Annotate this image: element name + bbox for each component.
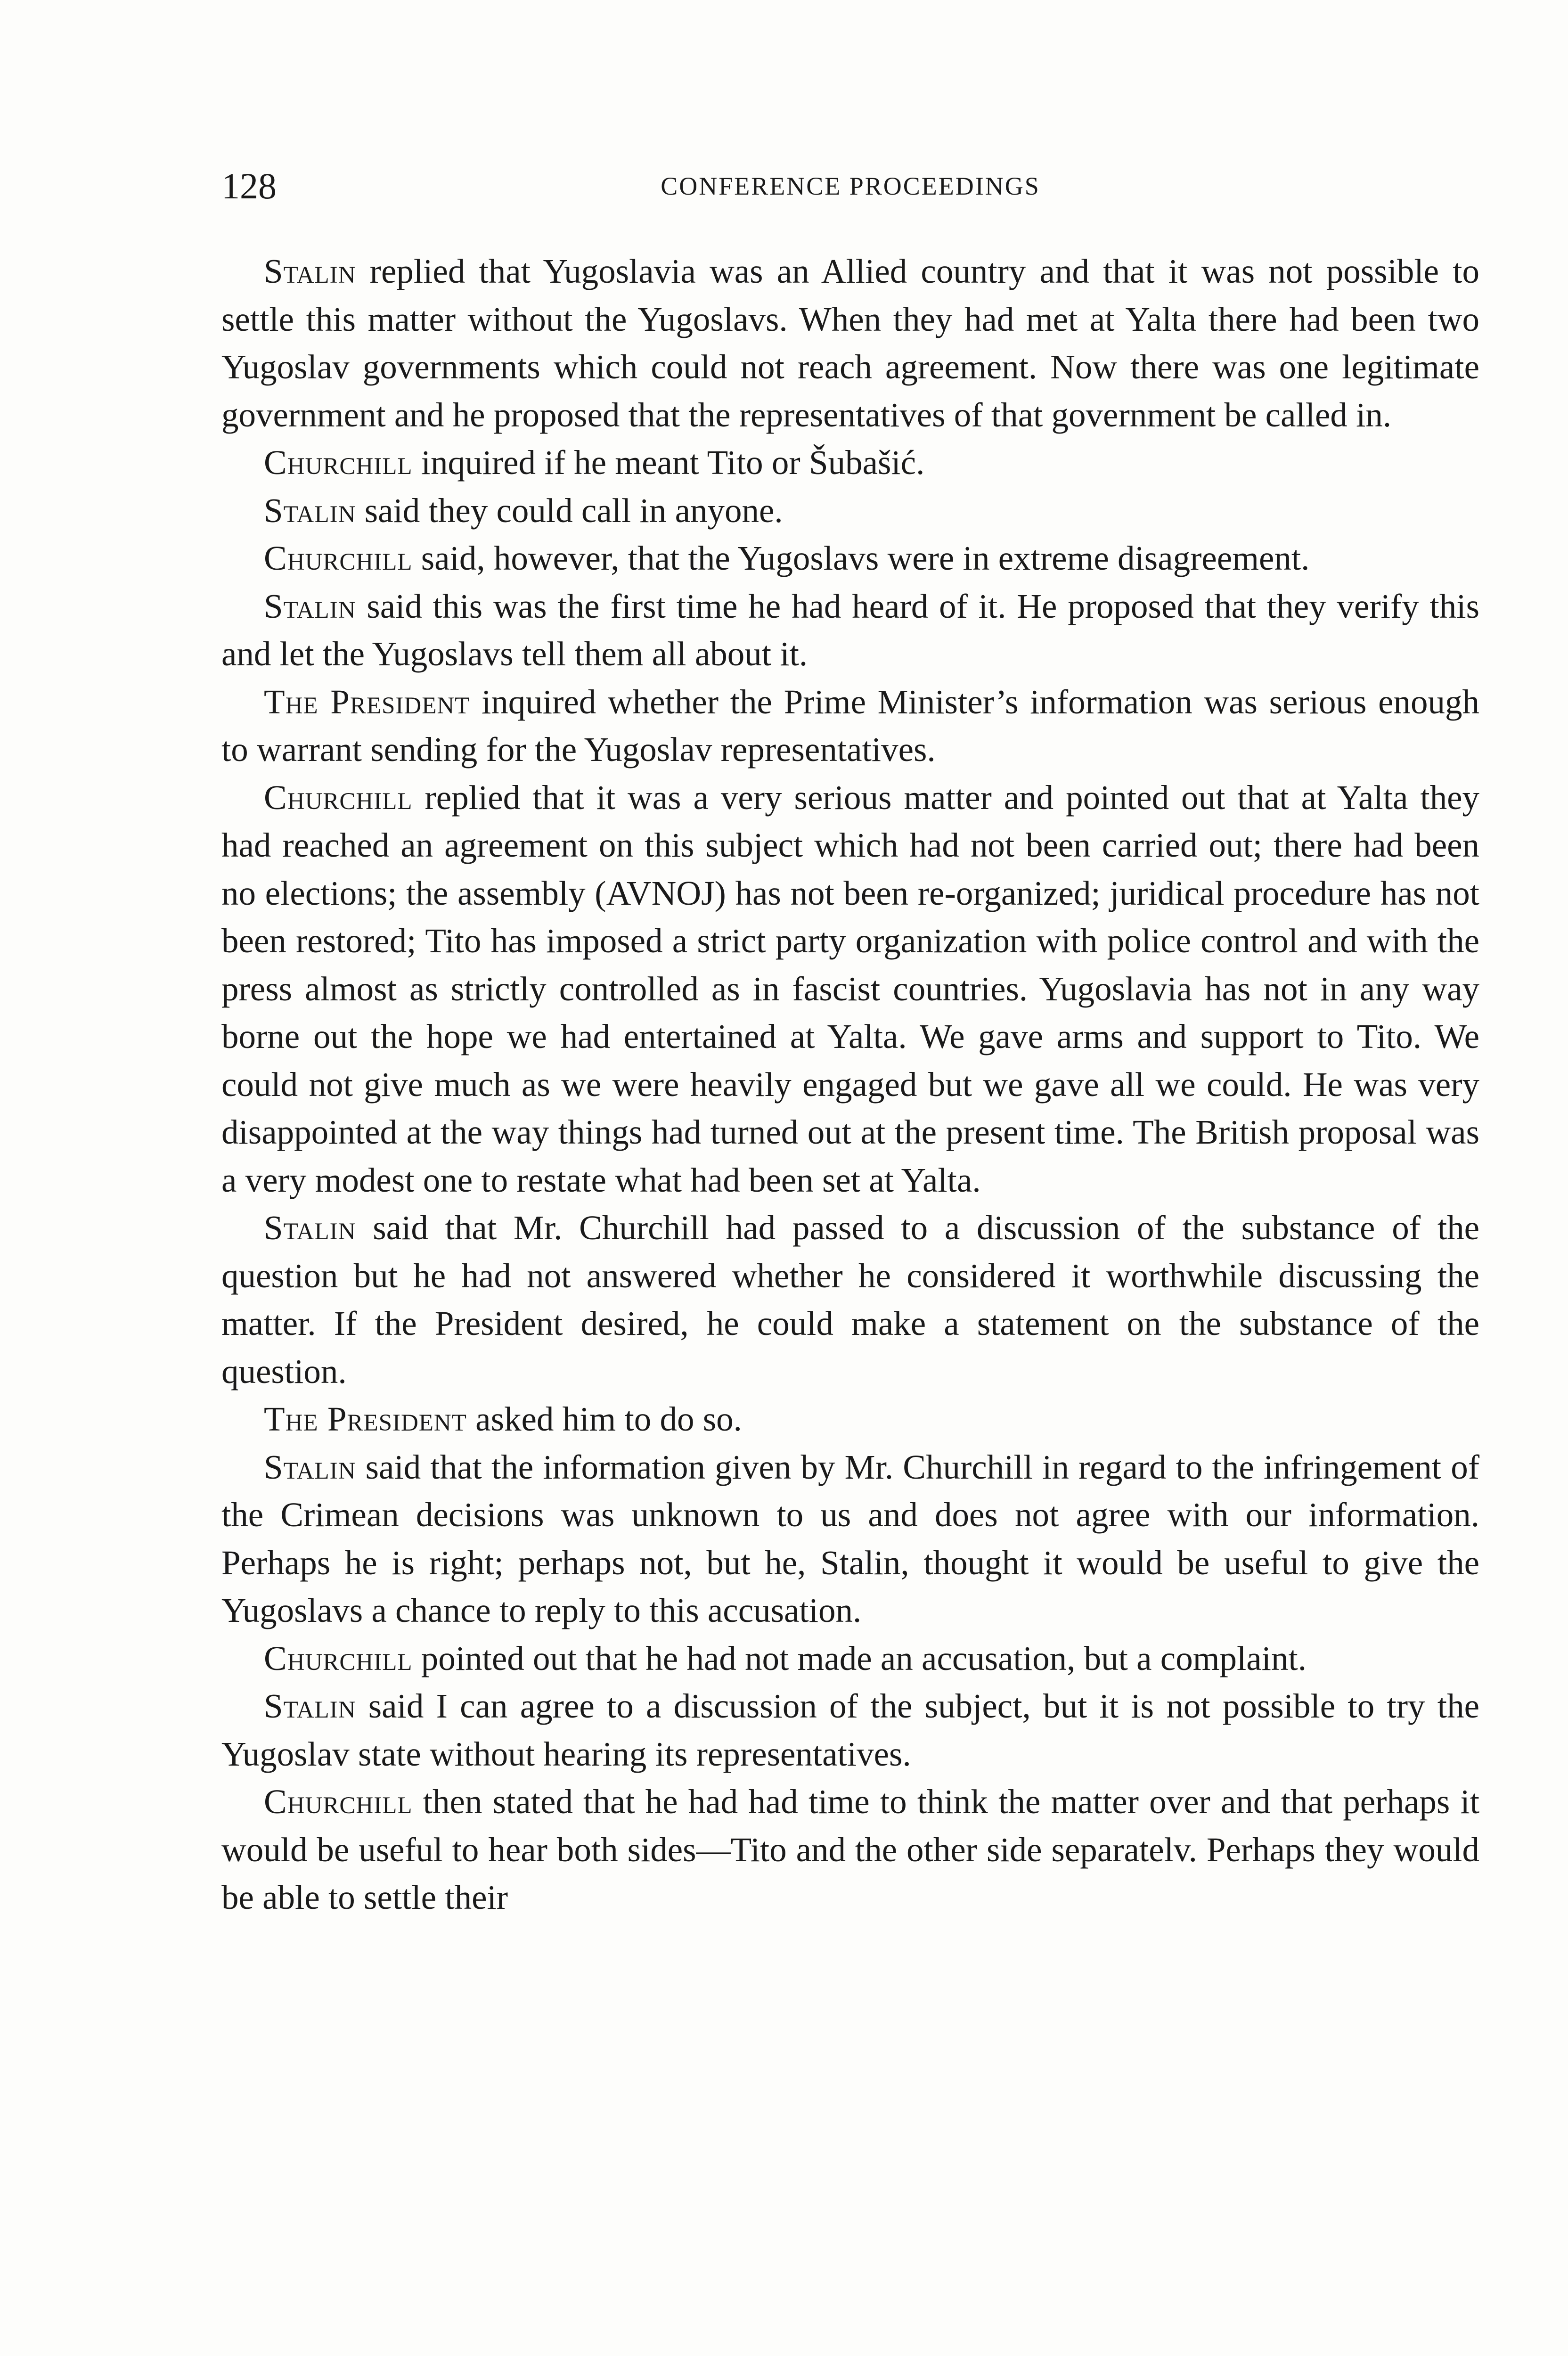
speaker-name: Churchill (264, 778, 413, 817)
paragraph-text: inquired if he meant Tito or Šubašić. (421, 443, 925, 482)
paragraph-text: replied that Yugoslavia was an Allied country and that it was not possible to settle this matter without the Yugoslavs. When they had met at Yalta there had been two Yugoslav governments which could not reach agreement. Now there was one legitimate government and he proposed that the representatives of that government be called in. (221, 252, 1479, 434)
paragraph (221, 1395, 1479, 1443)
paragraph (221, 582, 1479, 678)
speaker-name: Stalin (264, 491, 356, 530)
paragraph (221, 1778, 1479, 1922)
paragraph-text: replied that it was a very serious matter and pointed out that at Yalta they had reached an agreement on this subject which had not been carried out; there had been no elections; the assembly (AVNOJ) has not been re-organized; juridical procedure has not been restored; Tito has imposed a strict party organization with police control and with the press almost as strictly controlled as in fascist countries. Yugoslavia has not in any way borne out the hope we had entertained at Yalta. We gave arms and support to Tito. We could not give much as we were heavily engaged but we gave all we could. He was very disappointed at the way things had turned out at the present time. The British proposal was a very modest one to restate what had been set at Yalta. (221, 778, 1480, 1199)
speaker-name: Stalin (264, 1687, 356, 1725)
speaker-name: Churchill (264, 443, 413, 482)
paragraph (221, 1635, 1479, 1683)
speaker-name: The President (264, 1400, 467, 1438)
speaker-name: Stalin (264, 1448, 356, 1486)
running-head: CONFERENCE PROCEEDINGS (661, 172, 1040, 200)
page-header (221, 160, 1479, 212)
paragraph-text: asked him to do so. (475, 1400, 742, 1438)
speaker-name: Stalin (264, 252, 356, 290)
speaker-name: Stalin (264, 587, 356, 625)
paragraph-text: then stated that he had had time to think the matter over and that perhaps it would be useful to hear both sides—Tito and the other side separatelv. Perhaps they would be able to settle their (221, 1783, 1479, 1916)
paragraph (221, 534, 1479, 582)
speaker-name: Churchill (264, 1783, 413, 1821)
paragraph-text: said that the information given by Mr. Churchill in regard to the infringement of the Crimean decisions was unknown to us and does not agree with our information. Perhaps he is right; perhaps not, but he, Stalin, thought it would be useful to give the Yugoslavs a chance to reply to this accusation. (221, 1448, 1480, 1629)
paragraph-text: inquired whether the Prime Minister’s information was serious enough to warrant sending for the Yugoslav representatives. (221, 682, 1479, 769)
paragraph (221, 774, 1479, 1204)
paragraph (221, 439, 1479, 487)
paragraph (221, 1682, 1479, 1778)
paragraph (221, 247, 1479, 439)
paragraph (221, 678, 1479, 774)
paragraph (221, 1204, 1479, 1395)
paragraph (221, 487, 1479, 535)
paragraph (221, 1443, 1479, 1635)
paragraph-text: said this was the first time he had heard of it. He proposed that they verify this and let the Yugoslavs tell them all about it. (221, 587, 1479, 673)
paragraph-text: said they could call in anyone. (364, 491, 783, 530)
speaker-name: Churchill (264, 1639, 413, 1677)
paragraph-text: said I can agree to a discussion of the subject, but it is not possible to try the Yugoslav state without hearing its representatives. (221, 1687, 1479, 1773)
speaker-name: The President (264, 682, 470, 721)
body-text (221, 247, 1479, 1922)
speaker-name: Churchill (264, 539, 413, 577)
paragraph-text: said that Mr. Churchill had passed to a discussion of the substance of the question but he had not answered whether he considered it worthwhile discussing the matter. If the President desired, he could make a statement on the substance of the question. (221, 1209, 1480, 1391)
page-number: 128 (221, 165, 277, 206)
paragraph-text: said, however, that the Yugoslavs were in extreme disagreement. (421, 539, 1310, 577)
speaker-name: Stalin (264, 1209, 356, 1247)
paragraph-text: pointed out that he had not made an accusation, but a complaint. (421, 1639, 1307, 1677)
